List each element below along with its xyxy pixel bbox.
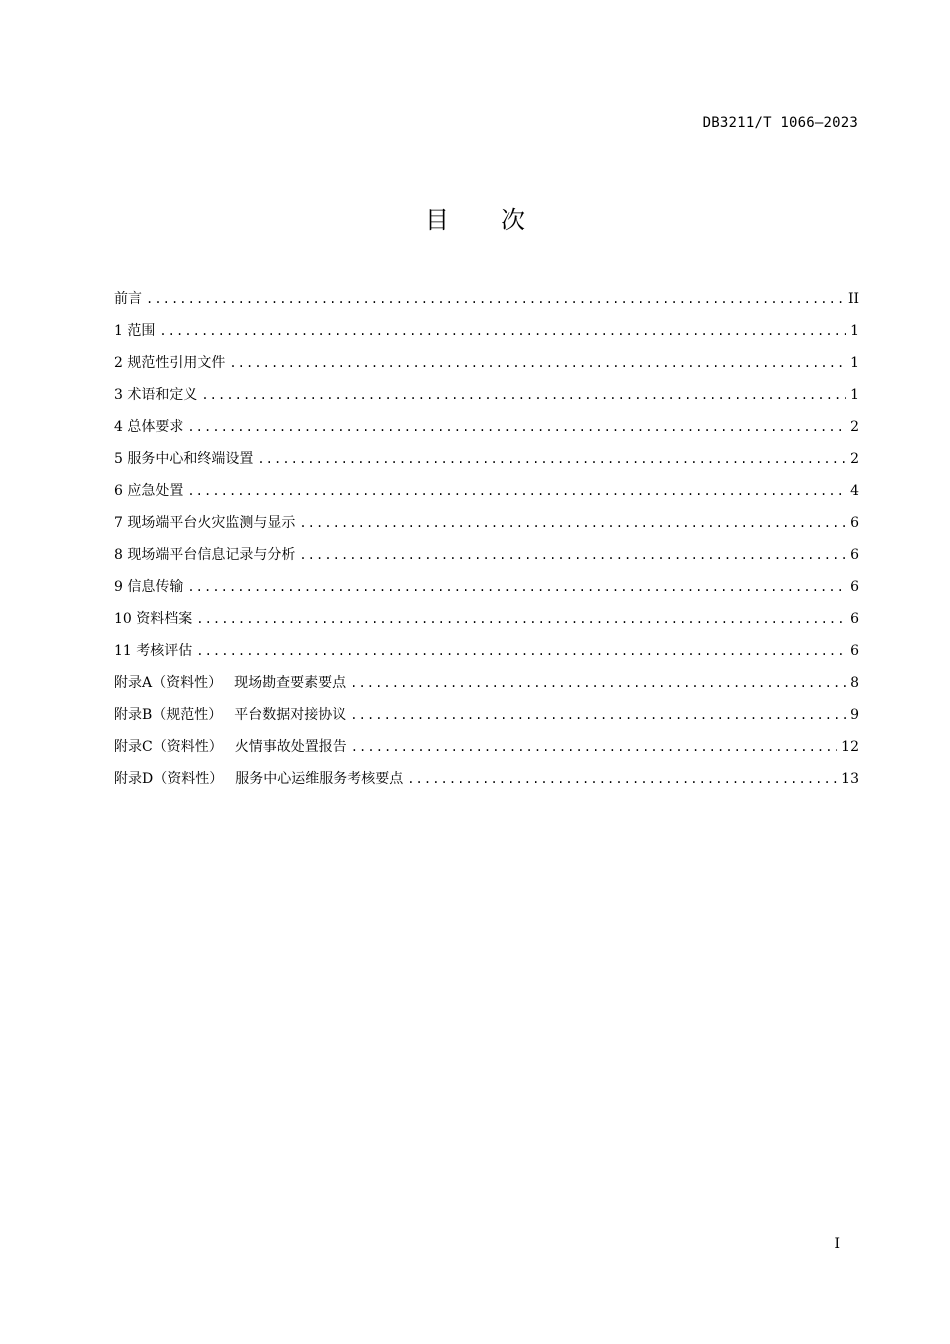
toc-leader-dots — [299, 543, 846, 567]
toc-entry-page: 12 — [841, 739, 859, 755]
toc-leader-dots — [187, 415, 846, 439]
toc-entry-label: 前言 — [114, 291, 142, 307]
toc-leader-dots — [229, 351, 846, 375]
toc-entry-2[interactable] — [114, 351, 859, 383]
toc-entry-3[interactable] — [114, 383, 859, 415]
toc-entry-label: 1 范围 — [114, 323, 156, 339]
toc-entry-page: 1 — [850, 355, 859, 371]
toc-entry-page: 2 — [850, 419, 859, 435]
toc-appendix-title: 平台数据对接协议 — [234, 707, 347, 723]
toc-entry-appendix-d[interactable] — [114, 767, 859, 799]
toc-entry-4[interactable] — [114, 415, 859, 447]
toc-entry-page: 13 — [841, 771, 859, 787]
toc-appendix-prefix: 附录B（规范性） — [114, 707, 223, 723]
toc-appendix-prefix: 附录D（资料性） — [114, 771, 224, 787]
page-title-char-2: 次 — [501, 206, 525, 234]
toc-entry-appendix-b[interactable] — [114, 703, 859, 735]
toc-entry-7[interactable] — [114, 511, 859, 543]
toc-entry-label: 5 服务中心和终端设置 — [114, 451, 254, 467]
toc-entry-label — [114, 671, 350, 695]
table-of-contents — [114, 287, 859, 799]
toc-leader-dots — [146, 287, 844, 311]
toc-entry-label: 4 总体要求 — [114, 419, 184, 435]
toc-entry-label: 7 现场端平台火灾监测与显示 — [114, 515, 296, 531]
toc-leader-dots — [299, 511, 846, 535]
toc-entry-page: 6 — [850, 643, 859, 659]
toc-appendix-title: 现场勘查要素要点 — [234, 675, 347, 691]
toc-entry-label — [114, 767, 407, 791]
toc-entry-appendix-c[interactable] — [114, 735, 859, 767]
toc-entry-page: 6 — [850, 611, 859, 627]
toc-entry-label: 6 应急处置 — [114, 483, 184, 499]
toc-entry-label — [114, 703, 350, 727]
toc-entry-11[interactable] — [114, 639, 859, 671]
toc-entry-page: 6 — [850, 515, 859, 531]
toc-leader-dots — [159, 319, 846, 343]
toc-entry-1[interactable] — [114, 319, 859, 351]
page-title-char-1: 目 — [425, 206, 449, 234]
toc-entry-8[interactable] — [114, 543, 859, 575]
toc-entry-5[interactable] — [114, 447, 859, 479]
toc-leader-dots — [351, 735, 837, 759]
toc-leader-dots — [187, 575, 846, 599]
toc-entry-page: 6 — [850, 547, 859, 563]
toc-entry-foreword[interactable] — [114, 287, 859, 319]
toc-leader-dots — [257, 447, 846, 471]
toc-appendix-title: 服务中心运维服务考核要点 — [235, 771, 404, 787]
toc-leader-dots — [187, 479, 846, 503]
toc-appendix-prefix: 附录A（资料性） — [114, 675, 223, 691]
toc-appendix-title: 火情事故处置报告 — [234, 739, 347, 755]
toc-entry-label: 2 规范性引用文件 — [114, 355, 226, 371]
toc-entry-page: II — [847, 291, 859, 307]
page-number: I — [834, 1236, 840, 1252]
toc-entry-page: 4 — [850, 483, 859, 499]
toc-entry-page: 9 — [850, 707, 859, 723]
toc-entry-9[interactable] — [114, 575, 859, 607]
toc-entry-10[interactable] — [114, 607, 859, 639]
toc-entry-label: 8 现场端平台信息记录与分析 — [114, 547, 296, 563]
toc-entry-page: 6 — [850, 579, 859, 595]
toc-leader-dots — [350, 671, 846, 695]
toc-leader-dots — [350, 703, 846, 727]
toc-appendix-prefix: 附录C（资料性） — [114, 739, 223, 755]
toc-entry-page: 2 — [850, 451, 859, 467]
toc-entry-label: 10 资料档案 — [114, 611, 193, 627]
toc-entry-label — [114, 735, 351, 759]
page-title — [0, 200, 950, 235]
toc-entry-label: 9 信息传输 — [114, 579, 184, 595]
toc-entry-appendix-a[interactable] — [114, 671, 859, 703]
toc-leader-dots — [196, 607, 846, 631]
document-code: DB3211/T 1066—2023 — [702, 115, 858, 131]
toc-leader-dots — [196, 639, 846, 663]
toc-entry-label: 3 术语和定义 — [114, 387, 198, 403]
toc-entry-page: 1 — [850, 323, 859, 339]
toc-leader-dots — [201, 383, 846, 407]
toc-leader-dots — [407, 767, 837, 791]
toc-entry-6[interactable] — [114, 479, 859, 511]
toc-entry-page: 1 — [850, 387, 859, 403]
toc-entry-label: 11 考核评估 — [114, 643, 193, 659]
toc-entry-page: 8 — [850, 675, 859, 691]
